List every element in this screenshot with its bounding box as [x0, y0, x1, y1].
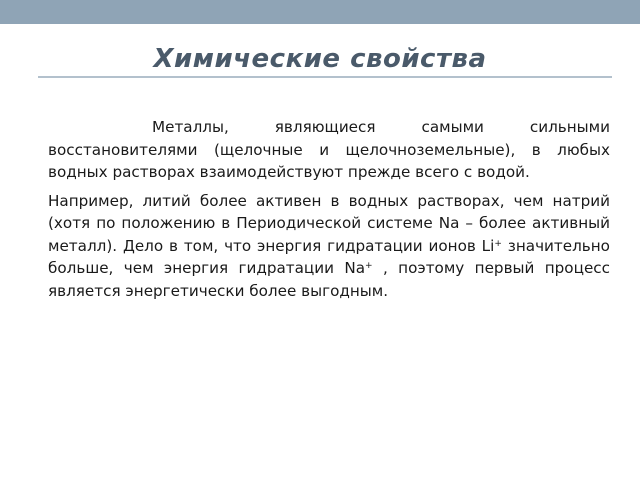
paragraph-1: Металлы, являющиеся самыми сильными восстановителями (щелочные и щелочноземельные), в любых водных растворах взаимодействуют прежде всего с водой.	[48, 118, 610, 181]
slide-body	[48, 116, 610, 308]
paragraph-2	[48, 190, 610, 303]
paragraph-2-part-2: значительно больше, чем энергия гидратации Na	[48, 236, 610, 277]
li-ion-charge: +	[494, 238, 502, 249]
slide-title: Химические свойства	[153, 44, 487, 74]
na-ion-charge: +	[365, 261, 373, 271]
paragraph-2-part-3: , поэтому первый процесс является энергетически более выгодным.	[48, 259, 610, 300]
top-bar	[0, 0, 640, 24]
title-divider	[38, 76, 612, 78]
paragraph-2-part-1: Например, литий более активен в водных растворах, чем натрий (хотя по положению в Периодической системе Na – более активный металл). Дело в том, что энергия гидратации ионов Li	[48, 191, 610, 255]
